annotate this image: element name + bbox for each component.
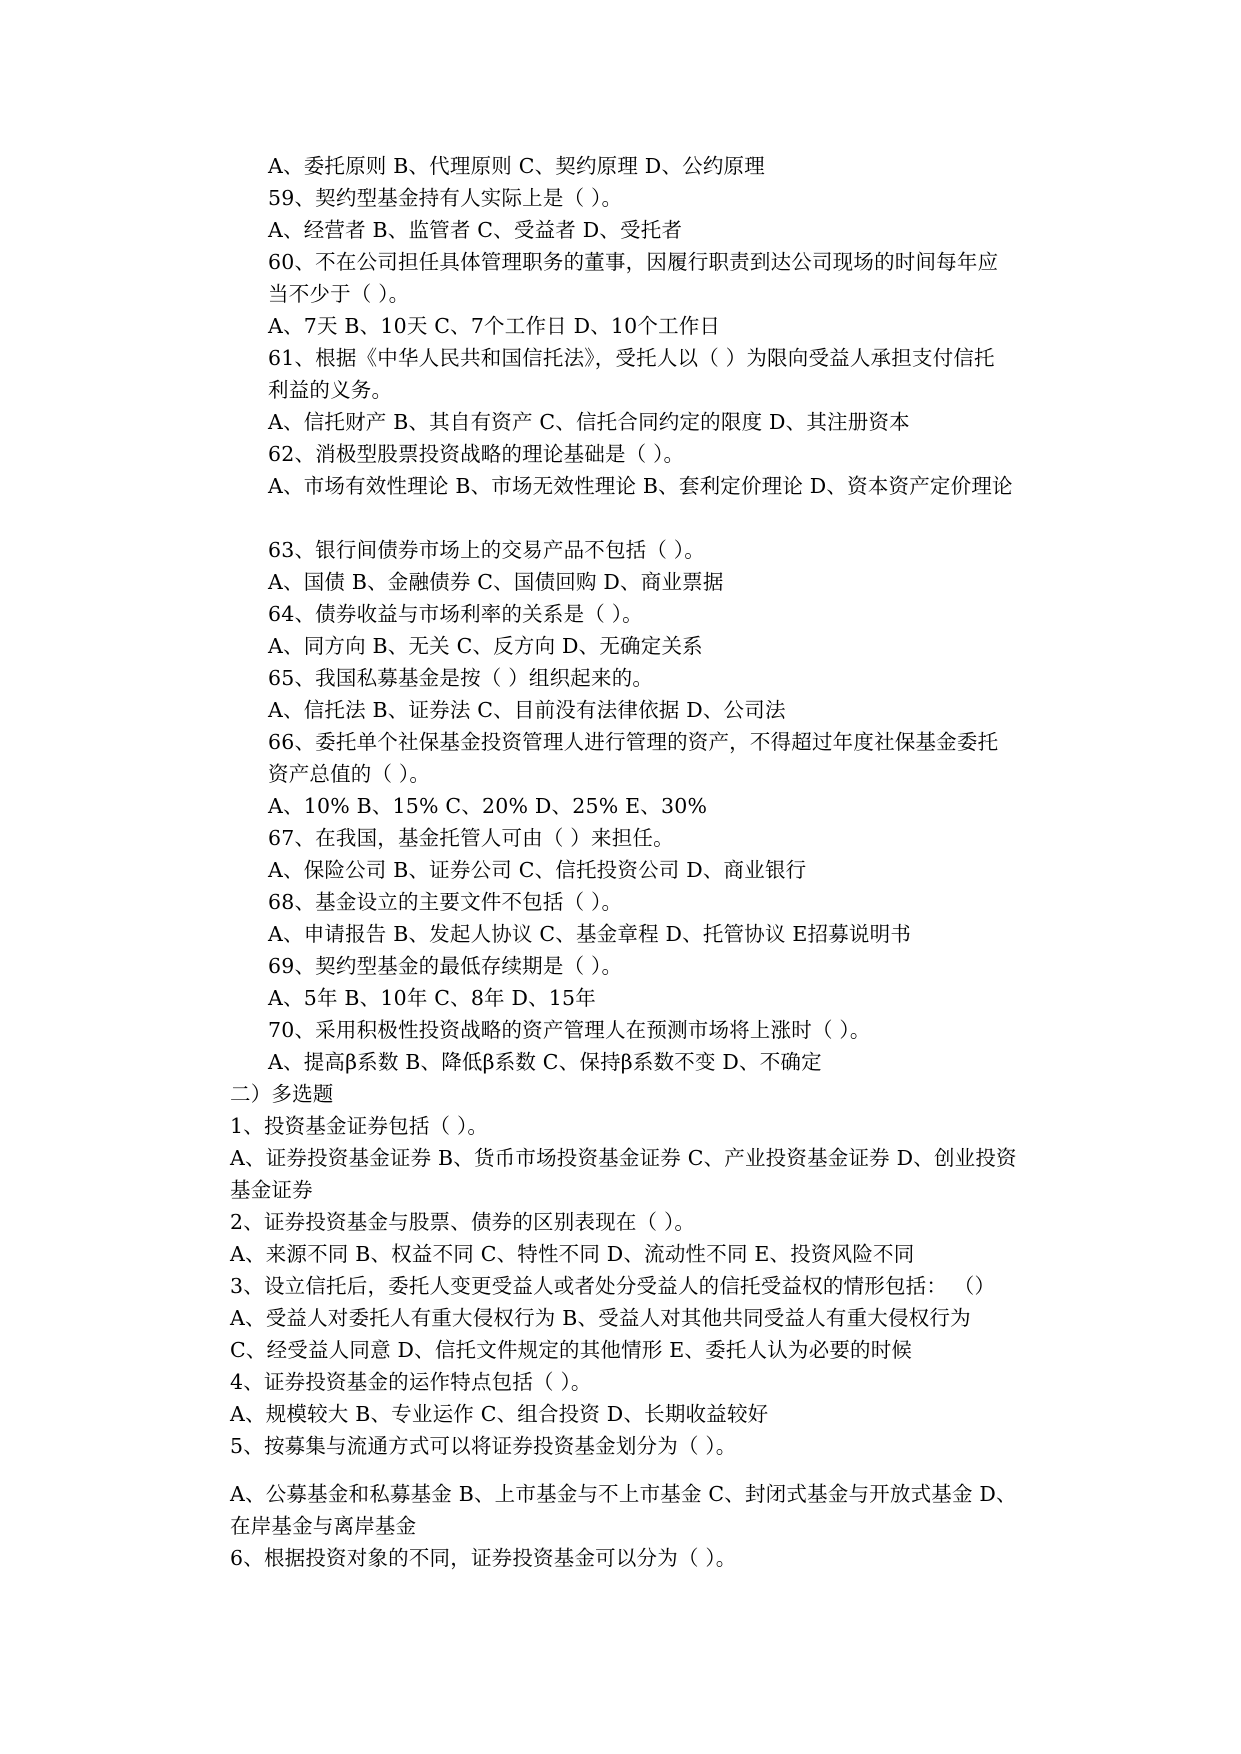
mc-answer-options-3-line1: A、受益人对委托人有重大侵权行为 B、受益人对其他共同受益人有重大侵权行为 [230, 1306, 971, 1330]
mc-question-2: 2、证券投资基金与股票、债券的区别表现在（ ）。 [230, 1210, 696, 1234]
mc-answer-options-5-line2: 在岸基金与离岸基金 [230, 1514, 417, 1538]
mc-question-1: 1、投资基金证券包括（ ）。 [230, 1114, 489, 1138]
question-60-line1: 60、不在公司担任具体管理职务的董事，因履行职责到达公司现场的时间每年应 [268, 250, 999, 274]
question-70: 70、采用积极性投资战略的资产管理人在预测市场将上涨时（ ）。 [268, 1018, 871, 1042]
question-64: 64、债券收益与市场利率的关系是（ ）。 [268, 602, 643, 626]
mc-question-4: 4、证券投资基金的运作特点包括（ ）。 [230, 1370, 592, 1394]
answer-options-59: A、经营者 B、监管者 C、受益者 D、受托者 [268, 218, 683, 242]
mc-answer-options-5-line1: A、公募基金和私募基金 B、上市基金与不上市基金 C、封闭式基金与开放式基金 D、 [230, 1482, 1017, 1506]
question-60-line2: 当不少于（ ）。 [268, 282, 410, 306]
mc-question-3: 3、设立信托后，委托人变更受益人或者处分受益人的信托受益权的情形包括： （） [230, 1274, 996, 1298]
answer-options-58: A、委托原则 B、代理原则 C、契约原理 D、公约原理 [268, 154, 765, 178]
answer-options-61: A、信托财产 B、其自有资产 C、信托合同约定的限度 D、其注册资本 [268, 410, 910, 434]
question-62: 62、消极型股票投资战略的理论基础是（ ）。 [268, 442, 685, 466]
question-69: 69、契约型基金的最低存续期是（ ）。 [268, 954, 623, 978]
question-61-line2: 利益的义务。 [268, 378, 393, 402]
mc-question-5: 5、按募集与流通方式可以将证券投资基金划分为（ ）。 [230, 1434, 737, 1458]
answer-options-70: A、提高β系数 B、降低β系数 C、保持β系数不变 D、不确定 [268, 1050, 822, 1074]
answer-options-64: A、同方向 B、无关 C、反方向 D、无确定关系 [268, 634, 703, 658]
answer-options-69: A、5年 B、10年 C、8年 D、15年 [268, 986, 596, 1010]
question-67: 67、在我国，基金托管人可由（ ）来担任。 [268, 826, 674, 850]
question-61-line1: 61、根据《中华人民共和国信托法》，受托人以（ ）为限向受益人承担支付信托 [268, 346, 995, 370]
mc-answer-options-1-line2: 基金证券 [230, 1178, 313, 1202]
answer-options-60: A、7天 B、10天 C、7个工作日 D、10个工作日 [268, 314, 721, 338]
section-heading-multi-choice: 二）多选题 [230, 1082, 334, 1106]
mc-answer-options-4: A、规模较大 B、专业运作 C、组合投资 D、长期收益较好 [230, 1402, 769, 1426]
question-65: 65、我国私募基金是按（ ）组织起来的。 [268, 666, 654, 690]
answer-options-66: A、10% B、15% C、20% D、25% E、30% [268, 794, 708, 818]
answer-options-68: A、申请报告 B、发起人协议 C、基金章程 D、托管协议 E招募说明书 [268, 922, 912, 946]
question-59: 59、契约型基金持有人实际上是（ ）。 [268, 186, 623, 210]
question-66-line2: 资产总值的（ ）。 [268, 762, 431, 786]
mc-answer-options-1-line1: A、证券投资基金证券 B、货币市场投资基金证券 C、产业投资基金证券 D、创业投资 [230, 1146, 1017, 1170]
mc-answer-options-2: A、来源不同 B、权益不同 C、特性不同 D、流动性不同 E、投资风险不同 [230, 1242, 915, 1266]
question-66-line1: 66、委托单个社保基金投资管理人进行管理的资产，不得超过年度社保基金委托 [268, 730, 999, 754]
question-63: 63、银行间债券市场上的交易产品不包括（ ）。 [268, 538, 705, 562]
mc-question-6: 6、根据投资对象的不同，证券投资基金可以分为（ ）。 [230, 1546, 737, 1570]
answer-options-62: A、市场有效性理论 B、市场无效性理论 B、套利定价理论 D、资本资产定价理论 [268, 474, 1013, 498]
answer-options-67: A、保险公司 B、证券公司 C、信托投资公司 D、商业银行 [268, 858, 807, 882]
answer-options-63: A、国债 B、金融债券 C、国债回购 D、商业票据 [268, 570, 724, 594]
mc-answer-options-3-line2: C、经受益人同意 D、信托文件规定的其他情形 E、委托人认为必要的时候 [230, 1338, 913, 1362]
answer-options-65: A、信托法 B、证券法 C、目前没有法律依据 D、公司法 [268, 698, 786, 722]
question-68: 68、基金设立的主要文件不包括（ ）。 [268, 890, 623, 914]
